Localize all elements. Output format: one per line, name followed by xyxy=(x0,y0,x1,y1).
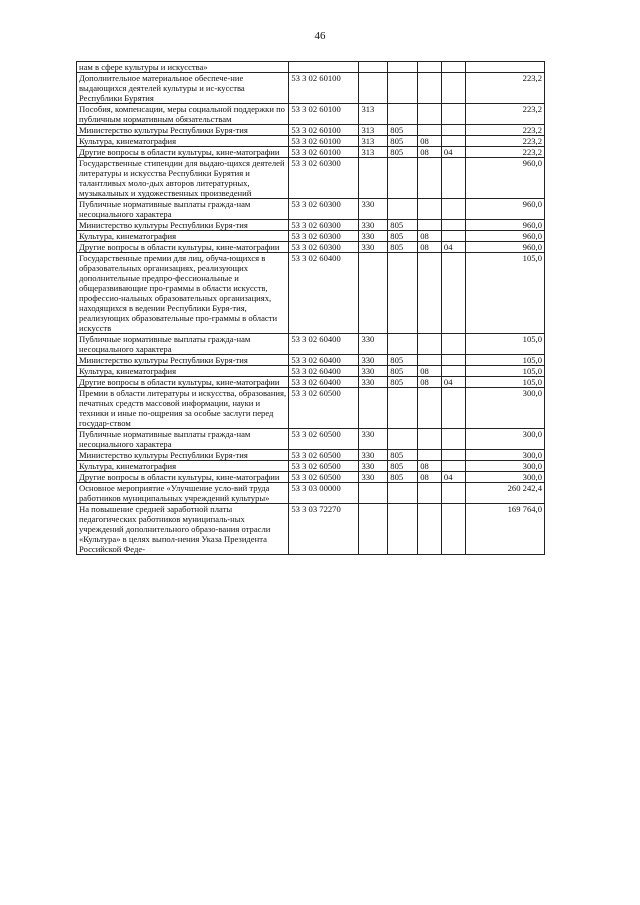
target-code-cell: 53 3 02 60400 xyxy=(289,377,359,388)
amount-cell: 300,0 xyxy=(465,450,544,461)
department-cell: 805 xyxy=(388,450,418,461)
table-row xyxy=(77,242,545,253)
table-row xyxy=(77,73,545,104)
expense-type-cell: 313 xyxy=(359,125,388,136)
expense-type-cell: 330 xyxy=(359,199,388,220)
table-row xyxy=(77,461,545,472)
amount-cell: 223,2 xyxy=(465,73,544,104)
target-code-cell: 53 3 02 60100 xyxy=(289,136,359,147)
amount-cell: 300,0 xyxy=(465,388,544,429)
section-cell xyxy=(418,125,442,136)
amount-cell: 960,0 xyxy=(465,199,544,220)
amount-cell: 223,2 xyxy=(465,125,544,136)
item-name-cell: Публичные нормативные выплаты гражда-нам несоциального характера xyxy=(77,199,289,220)
amount-cell: 169 764,0 xyxy=(465,504,544,555)
item-name-cell: Государственные премии для лиц, обуча-ющихся в образовательных организациях, реализующих дополнительные предпро-фессиональные и общеразвивающие про-граммы в области искусств, профессио-нальных образовательных организациях, находящихся в ведении Республики Буря-тия, реализующих образовательные про-граммы в области искусств xyxy=(77,253,289,334)
target-code-cell: 53 3 02 60100 xyxy=(289,147,359,158)
target-code-cell: 53 3 02 60300 xyxy=(289,220,359,231)
target-code-cell: 53 3 02 60500 xyxy=(289,450,359,461)
expense-type-cell: 330 xyxy=(359,220,388,231)
expense-type-cell: 330 xyxy=(359,242,388,253)
amount-cell: 105,0 xyxy=(465,355,544,366)
department-cell: 805 xyxy=(388,355,418,366)
table-row xyxy=(77,483,545,504)
target-code-cell: 53 3 02 60500 xyxy=(289,429,359,450)
amount-cell: 105,0 xyxy=(465,253,544,334)
target-code-cell: 53 3 02 60500 xyxy=(289,461,359,472)
department-cell xyxy=(388,62,418,73)
target-code-cell: 53 3 02 60100 xyxy=(289,73,359,104)
amount-cell: 105,0 xyxy=(465,334,544,355)
section-cell xyxy=(418,199,442,220)
amount-cell: 223,2 xyxy=(465,147,544,158)
section-cell xyxy=(418,483,442,504)
department-cell: 805 xyxy=(388,366,418,377)
department-cell: 805 xyxy=(388,472,418,483)
subsection-cell xyxy=(441,158,465,199)
table-body xyxy=(77,62,545,555)
item-name-cell: На повышение средней заработной платы педагогических работников муниципаль-ных учреждений дополнительного образо-вания отрасли «Культура» в целях выпол-нения Указа Президента Российской Феде- xyxy=(77,504,289,555)
subsection-cell xyxy=(441,450,465,461)
subsection-cell: 04 xyxy=(441,242,465,253)
section-cell xyxy=(418,220,442,231)
subsection-cell xyxy=(441,253,465,334)
table-row xyxy=(77,158,545,199)
amount-cell: 300,0 xyxy=(465,429,544,450)
item-name-cell: Культура, кинематография xyxy=(77,136,289,147)
item-name-cell: Министерство культуры Республики Буря-тия xyxy=(77,125,289,136)
amount-cell: 105,0 xyxy=(465,366,544,377)
subsection-cell xyxy=(441,429,465,450)
target-code-cell: 53 3 02 60400 xyxy=(289,366,359,377)
table-row xyxy=(77,450,545,461)
section-cell xyxy=(418,104,442,125)
table-row xyxy=(77,388,545,429)
amount-cell: 960,0 xyxy=(465,220,544,231)
section-cell: 08 xyxy=(418,136,442,147)
department-cell xyxy=(388,253,418,334)
table-row xyxy=(77,136,545,147)
section-cell xyxy=(418,253,442,334)
item-name-cell: Публичные нормативные выплаты гражда-нам несоциального характера xyxy=(77,334,289,355)
subsection-cell xyxy=(441,62,465,73)
expense-type-cell: 313 xyxy=(359,104,388,125)
subsection-cell xyxy=(441,231,465,242)
item-name-cell: Другие вопросы в области культуры, кине-матографии xyxy=(77,147,289,158)
department-cell xyxy=(388,388,418,429)
table-row xyxy=(77,504,545,555)
amount-cell: 960,0 xyxy=(465,231,544,242)
item-name-cell: Премии в области литературы и искусства, образования, печатных средств массовой информации, науки и техники и иные по-ощрения за особые заслуги перед государ-ством xyxy=(77,388,289,429)
expense-type-cell: 330 xyxy=(359,450,388,461)
target-code-cell: 53 3 02 60300 xyxy=(289,158,359,199)
item-name-cell: Другие вопросы в области культуры, кине-матографии xyxy=(77,472,289,483)
section-cell: 08 xyxy=(418,461,442,472)
department-cell: 805 xyxy=(388,377,418,388)
item-name-cell: Культура, кинематография xyxy=(77,461,289,472)
item-name-cell: Другие вопросы в области культуры, кине-матографии xyxy=(77,242,289,253)
expense-type-cell: 330 xyxy=(359,472,388,483)
table-row xyxy=(77,104,545,125)
table-row xyxy=(77,253,545,334)
table-row xyxy=(77,429,545,450)
department-cell xyxy=(388,504,418,555)
table-row xyxy=(77,472,545,483)
table-row xyxy=(77,334,545,355)
subsection-cell: 04 xyxy=(441,377,465,388)
table-row xyxy=(77,220,545,231)
section-cell xyxy=(418,504,442,555)
expense-type-cell xyxy=(359,388,388,429)
item-name-cell: Министерство культуры Республики Буря-тия xyxy=(77,450,289,461)
expense-type-cell xyxy=(359,483,388,504)
table-row xyxy=(77,125,545,136)
expense-type-cell: 330 xyxy=(359,366,388,377)
table-row xyxy=(77,62,545,73)
subsection-cell xyxy=(441,125,465,136)
section-cell xyxy=(418,73,442,104)
budget-table xyxy=(76,61,545,555)
amount-cell: 223,2 xyxy=(465,136,544,147)
section-cell xyxy=(418,334,442,355)
expense-type-cell xyxy=(359,253,388,334)
department-cell xyxy=(388,429,418,450)
table-row xyxy=(77,147,545,158)
section-cell xyxy=(418,388,442,429)
department-cell: 805 xyxy=(388,242,418,253)
section-cell: 08 xyxy=(418,366,442,377)
amount-cell: 260 242,4 xyxy=(465,483,544,504)
item-name-cell: Культура, кинематография xyxy=(77,231,289,242)
expense-type-cell: 330 xyxy=(359,377,388,388)
table-row xyxy=(77,366,545,377)
section-cell xyxy=(418,62,442,73)
section-cell: 08 xyxy=(418,377,442,388)
subsection-cell xyxy=(441,366,465,377)
expense-type-cell xyxy=(359,158,388,199)
target-code-cell: 53 3 02 60300 xyxy=(289,242,359,253)
section-cell: 08 xyxy=(418,472,442,483)
expense-type-cell xyxy=(359,73,388,104)
subsection-cell: 04 xyxy=(441,472,465,483)
expense-type-cell: 330 xyxy=(359,231,388,242)
target-code-cell: 53 3 02 60500 xyxy=(289,388,359,429)
amount-cell xyxy=(465,62,544,73)
item-name-cell: Публичные нормативные выплаты гражда-нам несоциального характера xyxy=(77,429,289,450)
department-cell: 805 xyxy=(388,147,418,158)
department-cell: 805 xyxy=(388,461,418,472)
target-code-cell: 53 3 03 72270 xyxy=(289,504,359,555)
subsection-cell xyxy=(441,73,465,104)
target-code-cell: 53 3 02 60300 xyxy=(289,199,359,220)
section-cell xyxy=(418,429,442,450)
amount-cell: 300,0 xyxy=(465,472,544,483)
subsection-cell xyxy=(441,388,465,429)
target-code-cell: 53 3 03 00000 xyxy=(289,483,359,504)
section-cell: 08 xyxy=(418,231,442,242)
target-code-cell: 53 3 02 60500 xyxy=(289,472,359,483)
target-code-cell xyxy=(289,62,359,73)
expense-type-cell: 313 xyxy=(359,147,388,158)
table-row xyxy=(77,377,545,388)
expense-type-cell xyxy=(359,62,388,73)
target-code-cell: 53 3 02 60400 xyxy=(289,355,359,366)
department-cell xyxy=(388,199,418,220)
item-name-cell: Культура, кинематография xyxy=(77,366,289,377)
subsection-cell xyxy=(441,504,465,555)
section-cell xyxy=(418,450,442,461)
target-code-cell: 53 3 02 60400 xyxy=(289,253,359,334)
department-cell xyxy=(388,334,418,355)
item-name-cell: Министерство культуры Республики Буря-тия xyxy=(77,355,289,366)
department-cell: 805 xyxy=(388,231,418,242)
item-name-cell: нам в сфере культуры и искусства» xyxy=(77,62,289,73)
expense-type-cell: 330 xyxy=(359,461,388,472)
expense-type-cell: 330 xyxy=(359,355,388,366)
expense-type-cell xyxy=(359,504,388,555)
department-cell xyxy=(388,104,418,125)
department-cell: 805 xyxy=(388,125,418,136)
subsection-cell xyxy=(441,104,465,125)
subsection-cell xyxy=(441,220,465,231)
subsection-cell: 04 xyxy=(441,147,465,158)
page-number: 46 xyxy=(314,30,326,42)
item-name-cell: Другие вопросы в области культуры, кине-матографии xyxy=(77,377,289,388)
department-cell xyxy=(388,483,418,504)
item-name-cell: Основное мероприятие «Улучшение усло-вий труда работников муниципальных учреждений культуры» xyxy=(77,483,289,504)
section-cell: 08 xyxy=(418,242,442,253)
department-cell xyxy=(388,73,418,104)
expense-type-cell: 330 xyxy=(359,429,388,450)
section-cell xyxy=(418,355,442,366)
subsection-cell xyxy=(441,199,465,220)
department-cell: 805 xyxy=(388,220,418,231)
item-name-cell: Министерство культуры Республики Буря-тия xyxy=(77,220,289,231)
section-cell: 08 xyxy=(418,147,442,158)
table-row xyxy=(77,199,545,220)
amount-cell: 223,2 xyxy=(465,104,544,125)
amount-cell: 960,0 xyxy=(465,242,544,253)
subsection-cell xyxy=(441,461,465,472)
expense-type-cell: 313 xyxy=(359,136,388,147)
subsection-cell xyxy=(441,334,465,355)
item-name-cell: Дополнительное материальное обеспече-ние выдающихся деятелей культуры и ис-кусства Республики Бурятия xyxy=(77,73,289,104)
item-name-cell: Государственные стипендии для выдаю-щихся деятелей литературы и искусства Республики Бурятия и талантливых моло-дых авторов литературных, музыкальных и художественных произведений xyxy=(77,158,289,199)
target-code-cell: 53 3 02 60100 xyxy=(289,104,359,125)
subsection-cell xyxy=(441,483,465,504)
target-code-cell: 53 3 02 60100 xyxy=(289,125,359,136)
target-code-cell: 53 3 02 60400 xyxy=(289,334,359,355)
subsection-cell xyxy=(441,136,465,147)
amount-cell: 960,0 xyxy=(465,158,544,199)
subsection-cell xyxy=(441,355,465,366)
section-cell xyxy=(418,158,442,199)
amount-cell: 105,0 xyxy=(465,377,544,388)
target-code-cell: 53 3 02 60300 xyxy=(289,231,359,242)
department-cell xyxy=(388,158,418,199)
item-name-cell: Пособия, компенсации, меры социальной поддержки по публичным нормативным обязательствам xyxy=(77,104,289,125)
amount-cell: 300,0 xyxy=(465,461,544,472)
expense-type-cell: 330 xyxy=(359,334,388,355)
department-cell: 805 xyxy=(388,136,418,147)
table-row xyxy=(77,231,545,242)
table-row xyxy=(77,355,545,366)
